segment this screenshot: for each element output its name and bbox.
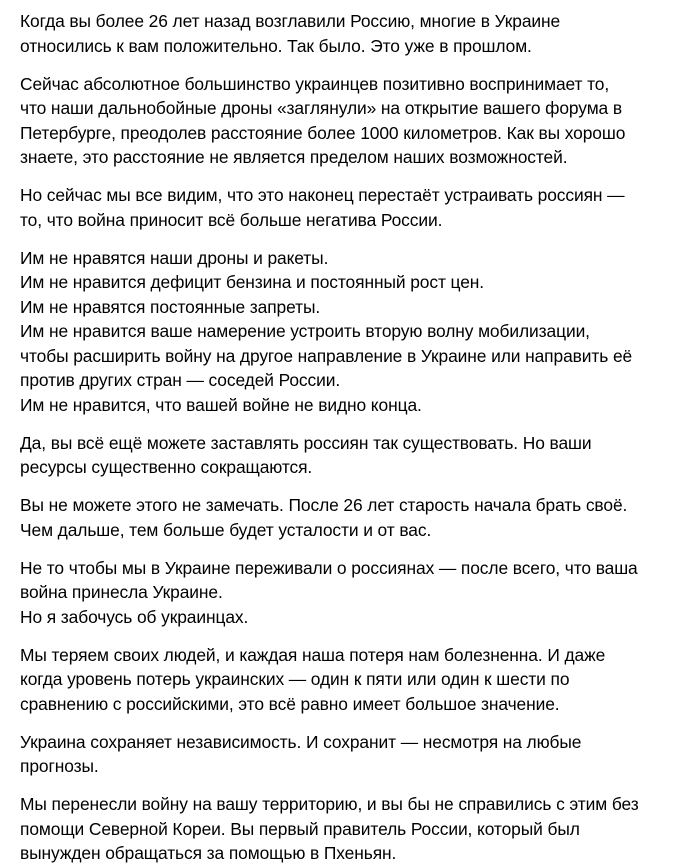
text-line: против других стран — соседей России. <box>20 370 341 390</box>
text-line: Чем дальше, тем больше будет усталости и от вас. <box>20 519 432 540</box>
text-line: Мы теряем своих людей, и каждая наша потеря нам болезненна. И даже <box>20 644 606 665</box>
text-line: вынужден обращаться за помощью в Пхеньян. <box>20 843 397 863</box>
paragraph <box>20 9 666 58</box>
text-line: ресурсы существенно сокращаются. <box>20 457 313 477</box>
text-line: Но сейчас мы все видим, что это наконец перестаёт устраивать россиян — <box>20 185 625 205</box>
text-line: Им не нравится дефицит бензина и постоянный рост цен. <box>20 272 485 292</box>
text-line: Когда вы более 26 лет назад возглавили Россию, многие в Украине <box>20 11 561 31</box>
text-line: когда уровень потерь украинских — один к пяти или один к шести по <box>20 669 570 689</box>
text-line: Но я забочусь об украинцах. <box>20 606 249 627</box>
text-line: Сейчас абсолютное большинство украинцев позитивно воспринимает то, <box>20 73 610 94</box>
text-line: Вы не можете этого не замечать. После 26 лет старость начала брать своё. <box>20 495 628 515</box>
text-line: Им не нравятся постоянные запреты. <box>20 296 321 317</box>
text-line: Им не нравится ваше намерение устроить вторую волну мобилизации, <box>20 321 590 341</box>
text-line: знаете, это расстояние не является пределом наших возможностей. <box>20 147 568 167</box>
paragraph <box>20 431 666 480</box>
text-line: прогнозы. <box>20 756 99 776</box>
text-line: Петербурге, преодолев расстояние более 1000 километров. Как вы хорошо <box>20 122 626 143</box>
text-line: Да, вы всё ещё можете заставлять россиян так существовать. Но ваши <box>20 432 592 453</box>
text-line: Им не нравится, что вашей войне не видно конца. <box>20 394 422 415</box>
paragraph <box>20 493 666 542</box>
text-line: Мы перенесли войну на вашу территорию, и вы бы не справились с этим без <box>20 794 639 814</box>
text-line: то, что война приносит всё больше негатива России. <box>20 209 443 230</box>
text-line: война принесла Украине. <box>20 582 223 602</box>
text-line: что наши дальнобойные дроны «заглянули» на открытие вашего форума в <box>20 98 622 118</box>
text-line: Украина сохраняет независимость. И сохранит — несмотря на любые <box>20 731 582 752</box>
text-line: Им не нравятся наши дроны и ракеты. <box>20 247 329 268</box>
text-line: помощи Северной Кореи. Вы первый правитель России, который был <box>20 818 580 839</box>
paragraph <box>20 183 666 232</box>
paragraph <box>20 643 666 717</box>
paragraph <box>20 730 666 779</box>
paragraph <box>20 72 666 170</box>
text-line: сравнению с российскими, это всё равно имеет большое значение. <box>20 693 560 714</box>
paragraph <box>20 246 666 418</box>
text-line: относились к вам положительно. Так было. Это уже в прошлом. <box>20 35 532 56</box>
text-line: чтобы расширить войну на другое направление в Украине или направить её <box>20 345 633 366</box>
paragraph <box>20 792 666 866</box>
paragraph <box>20 556 666 630</box>
text-line: Не то чтобы мы в Украине переживали о россиянах — после всего, что ваша <box>20 557 638 578</box>
